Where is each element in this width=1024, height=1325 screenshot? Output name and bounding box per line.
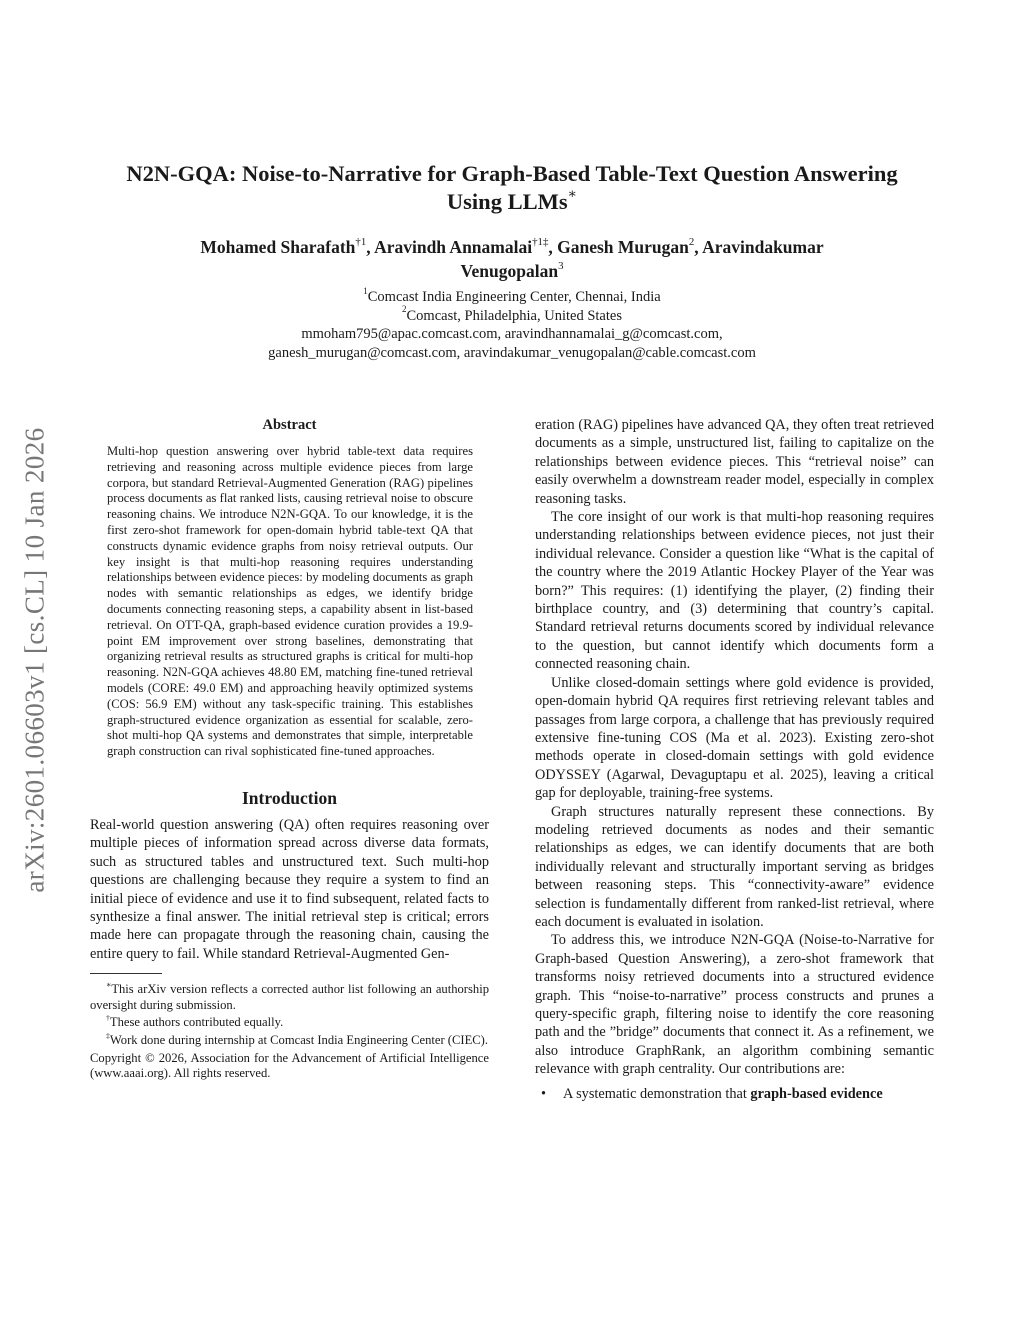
- author-4-first: Aravindakumar: [702, 237, 824, 257]
- footnote-3: ‡Work done during internship at Comcast India Engineering Center (CIEC).: [106, 1030, 489, 1047]
- footnote-divider: [90, 973, 162, 974]
- left-column: [90, 416, 489, 1084]
- author-3: Ganesh Murugan: [557, 237, 689, 257]
- affiliation-1: $^1$Comcast India Engineering Center, Chennai, India: [363, 285, 661, 305]
- contribution-bullet-1: • A systematic demonstration that graph-based evidence: [535, 1085, 934, 1103]
- author-2: Aravindh Annamalai: [374, 237, 533, 257]
- author-1: Mohamed Sharafath: [200, 237, 356, 257]
- arxiv-identifier-stamp: arXiv:2601.06603v1 [cs.CL] 10 Jan 2026: [19, 427, 50, 893]
- emails-line-1: mmoham795@apac.comcast.com, aravindhannamalai_g@comcast.com,: [301, 326, 723, 342]
- bullet-marker: •: [541, 1085, 547, 1102]
- abstract-heading: Abstract: [262, 417, 317, 433]
- emails-line-2: ganesh_murugan@comcast.com, aravindakumar_venugopalan@cable.comcast.com: [268, 344, 756, 361]
- introduction-heading: Introduction: [242, 787, 337, 808]
- introduction-paragraph-4: Graph structures naturally represent these connections. By modeling retrieved documents as nodes and their semantic relationships as edges, we can identify documents that are both individually relevant and structurally important serving as bridges between reasoning steps. This “connectivity-aware” evidence selection is fundamentally different from ranked-list retrieval, where each document is evaluated in isolation.: [535, 803, 934, 930]
- title-line-1: N2N-GQA: Noise-to-Narrative for Graph-Based Table-Text Question Answering: [126, 161, 898, 186]
- abstract-text: Multi-hop question answering over hybrid table-text data requires retrieving and reasoning across multiple evidence pieces from large corpora, but standard Retrieval-Augmented Generation (RAG) pipelines process documents as flat ranked lists, causing retrieval noise to obscure reasoning chains. We introduce N2N-GQA. To our knowledge, it is the first zero-shot framework for open-domain hybrid table-text QA that constructs dynamic evidence graphs from noisy retrieval outputs. Our key insight is that multi-hop reasoning requires understanding relationships between evidence pieces: by modeling documents as graph nodes with semantic relationships as edges, we identify bridge documents connecting reasoning steps, a capability absent in list-based retrieval. On OTT-QA, graph-based evidence curation provides a 19.9-point EM improvement over strong baselines, demonstrating that organizing retrieval results as structured graphs is critical for multi-hop reasoning. N2N-GQA achieves 48.80 EM, matching fine-tuned retrieval models (CORE: 49.0 EM) and approaching heavily optimized systems (COS: 56.9 EM) without any task-specific training. This establishes graph-structured evidence organization as essential for scalable, zero-shot multi-hop QA systems and demonstrates that simple, interpretable graph construction can rival sophisticated fine-tuned approaches.: [107, 444, 473, 759]
- right-column: [535, 416, 934, 1103]
- introduction-paragraph-1: Real-world question answering (QA) often requires reasoning over multiple pieces of information spread across diverse data formats, such as structured tables and unstructured text. Such multi-hop questions are challenging because they require a system to find an initial piece of evidence and use it to find subsequent, related facts to synthesize a final answer. The initial retrieval step is critical; errors made here can propagate through the reasoning chain, causing the entire query to fail. While standard Retrieval-Augmented Gen-: [90, 816, 489, 962]
- author-line-1: Mohamed Sharafath$^{\dagger 1}$, Aravindh Annamalai$^{\dagger 1\ddagger}$, Ganesh Murugan$^2$, Aravindakumar: [200, 235, 824, 257]
- author-4-last: Venugopalan: [460, 261, 559, 281]
- author-line-2: Venugopalan$^3$: [460, 259, 564, 281]
- introduction-paragraph-3: Unlike closed-domain settings where gold evidence is provided, open-domain hybrid QA requires first retrieving relevant tables and passages from large corpora, a challenge that has previously required extensive fine-tuning COS (Ma et al. 2023). Existing zero-shot methods operate in closed-domain settings with gold evidence ODYSSEY (Agarwal, Devaguptapu et al. 2025), leaving a critical gap for deployable, training-free systems.: [535, 674, 934, 802]
- affiliation-2: $^2$Comcast, Philadelphia, United States: [402, 304, 622, 324]
- paper-title: [90, 160, 934, 216]
- footnote-2: †These authors contributed equally.: [106, 1013, 284, 1030]
- title-line-2: Using LLMs∗: [446, 187, 578, 214]
- introduction-paragraph-5: To address this, we introduce N2N-GQA (Noise-to-Narrative for Graph-based Question Answering), a zero-shot framework that transforms noisy retrieved documents into a structured evidence graph. This “noise-to-narrative” process constructs and prunes a query-specific graph, filtering noise to identify the core reasoning path and the ”bridge” documents that connect it. As a refinement, we also introduce GraphRank, an algorithm combining semantic relevance with graph centrality. Our contributions are:: [535, 932, 934, 1078]
- footnote-1: ∗This arXiv version reflects a corrected author list following an authorship oversight during submission.: [90, 979, 489, 1012]
- title-footnote-mark: ∗: [567, 187, 578, 203]
- introduction-paragraph-1-continued: eration (RAG) pipelines have advanced QA, they often treat retrieved documents as a simple, unstructured list, failing to capitalize on the relationships between evidence pieces. This “retrieval noise” can easily overwhelm a downstream reader model, especially in complex reasoning tasks.: [535, 417, 934, 507]
- copyright-notice: Copyright © 2026, Association for the Advancement of Artificial Intelligence (www.aaai.org). All rights reserved.: [90, 1050, 489, 1081]
- author-list: [120, 235, 904, 283]
- affiliations: [150, 285, 874, 362]
- introduction-paragraph-2: The core insight of our work is that multi-hop reasoning requires understanding relationships between evidence pieces, not just their individual relevance. Consider a question like “What is the capital of the country where the 2019 Atlantic Hockey Player of the Year was born?” This requires: (1) identifying the player, (2) finding their birthplace country, and (3) determining that country’s capital. Standard retrieval returns documents scored by individual relevance to the question, but cannot identify which documents form a connected reasoning chain.: [535, 509, 934, 673]
